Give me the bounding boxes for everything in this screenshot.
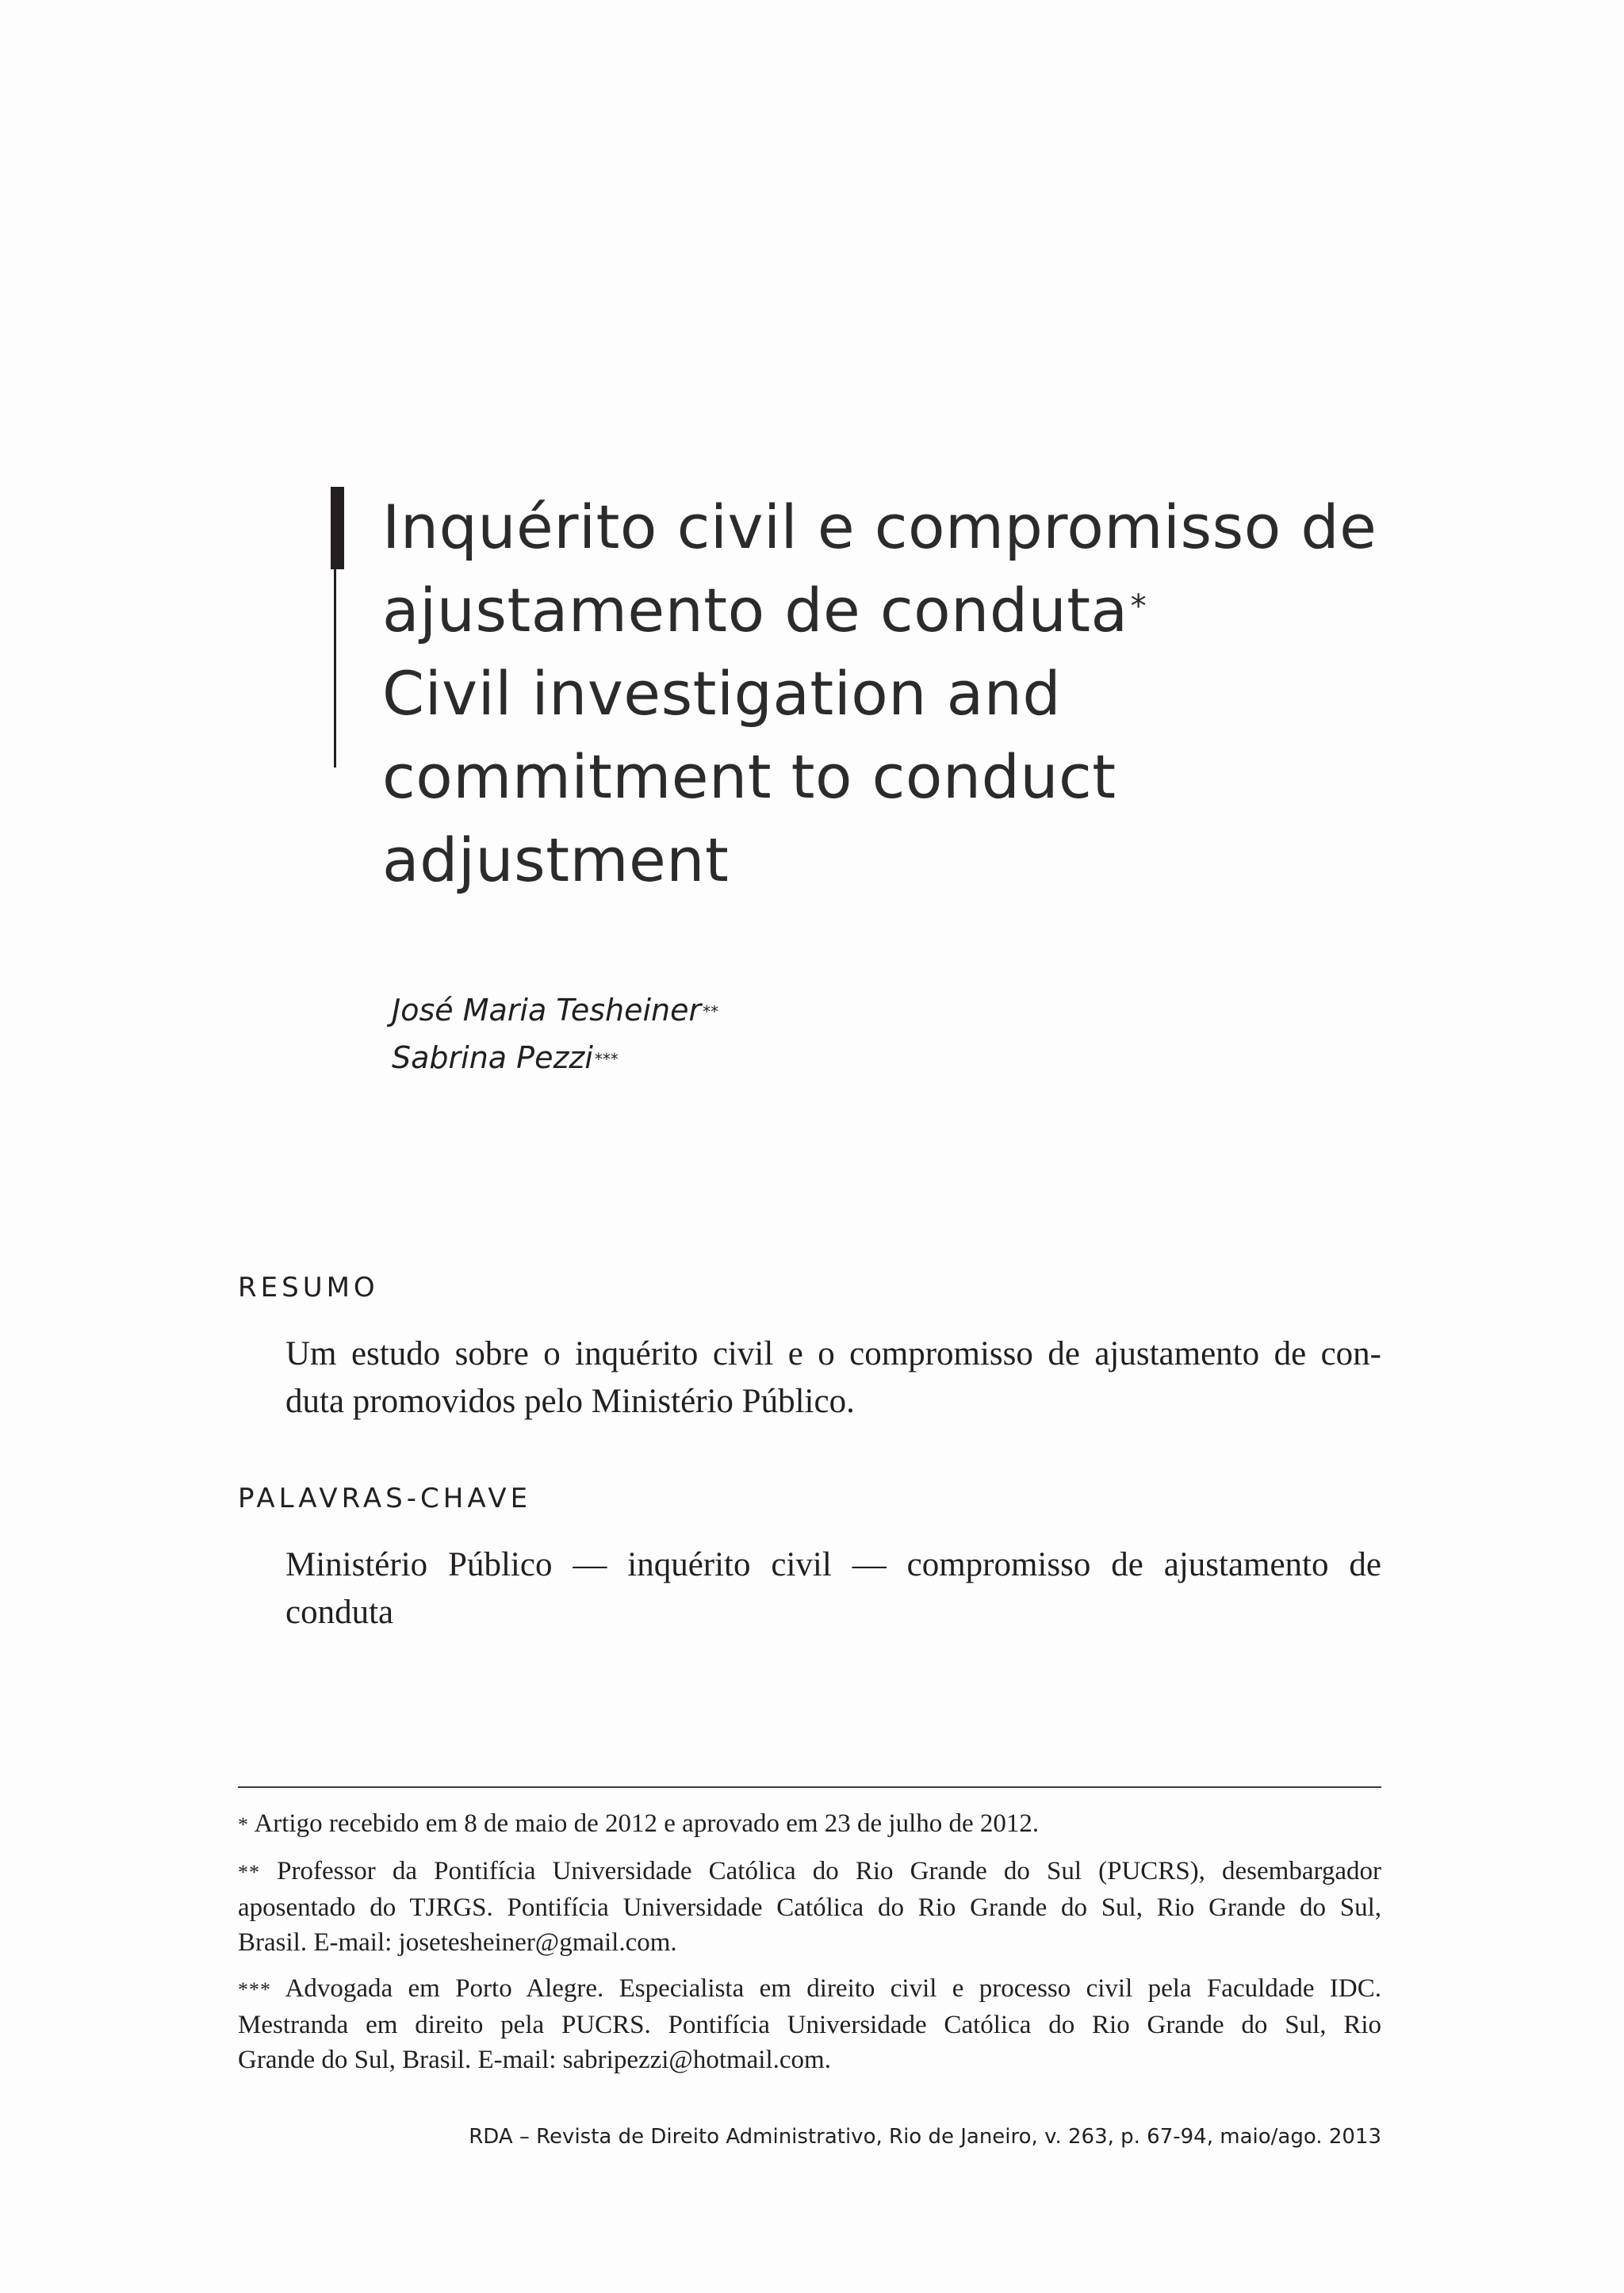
footnote-line: Mestranda em direito pela PUCRS. Pontifícia Universidade Católica do Rio Grande do Sul, Rio xyxy=(238,2011,1381,2039)
footnote-mark: * xyxy=(238,1813,249,1836)
author-2 xyxy=(392,1034,718,1081)
footnote-line: Brasil. E-mail: josetesheiner@gmail.com. xyxy=(238,1928,677,1957)
running-footer: RDA – Revista de Direito Administrativo, Rio de Janeiro, v. 263, p. 67-94, maio/ago. 2013 xyxy=(469,2125,1381,2149)
footnote-mark: *** xyxy=(238,1978,271,2001)
title-accent-bar xyxy=(331,487,344,569)
author-footnote-mark: ** xyxy=(703,1002,719,1021)
footnote-1 xyxy=(238,1806,1381,1843)
footnote-line: Grande do Sul, Brasil. E-mail: sabripezzi@hotmail.com. xyxy=(238,2046,831,2074)
keywords-line: conduta xyxy=(285,1594,394,1631)
title-footnote-mark: * xyxy=(1130,588,1147,625)
footnotes xyxy=(238,1806,1381,2088)
title-accent-rule xyxy=(334,569,336,768)
author-footnote-mark: *** xyxy=(594,1050,619,1069)
keywords-text xyxy=(285,1541,1381,1636)
abstract-text xyxy=(285,1330,1381,1426)
footnote-line xyxy=(238,1971,1381,2008)
footnote-text: Professor da Pontifícia Universidade Católica do Rio Grande do Sul (PUCRS), desembargador xyxy=(277,1857,1382,1885)
footnote-text: Artigo recebido em 8 de maio de 2012 e aprovado em 23 de julho de 2012. xyxy=(254,1809,1040,1838)
title-line-3: Civil investigation and xyxy=(382,658,1062,729)
title-line-1: Inquérito civil e compromisso de xyxy=(382,492,1377,562)
author-1 xyxy=(392,986,718,1034)
footnote-mark: ** xyxy=(238,1861,260,1884)
article-title xyxy=(382,485,1413,902)
title-line-2 xyxy=(382,568,1413,652)
author-list xyxy=(392,986,718,1081)
keywords-line: Ministério Público — inquérito civil — compromisso de ajustamento de xyxy=(285,1546,1381,1583)
footnote-divider xyxy=(238,1786,1381,1788)
abstract-heading: RESUMO xyxy=(238,1272,379,1303)
author-name: José Maria Tesheiner xyxy=(392,993,702,1028)
footnote-text: Advogada em Porto Alegre. Especialista em direito civil e processo civil pela Faculdade IDC. xyxy=(285,1974,1381,2003)
footnote-line: aposentado do TJRGS. Pontifícia Universidade Católica do Rio Grande do Sul, Rio Grande do Sul, xyxy=(238,1893,1381,1922)
footnote-line xyxy=(238,1854,1381,1890)
title-line-4: commitment to conduct xyxy=(382,741,1116,812)
footnote-line xyxy=(238,1806,1381,1843)
abstract-line: Um estudo sobre o inquérito civil e o compromisso de ajustamento de con- xyxy=(285,1335,1381,1372)
title-line-2-text: ajustamento de conduta xyxy=(382,575,1128,645)
abstract-line: duta promovidos pelo Ministério Público. xyxy=(285,1383,855,1420)
footnote-3 xyxy=(238,1971,1381,2077)
author-name: Sabrina Pezzi xyxy=(392,1040,593,1075)
footnote-2 xyxy=(238,1854,1381,1960)
title-line-5: adjustment xyxy=(382,825,730,895)
keywords-heading: PALAVRAS-CHAVE xyxy=(238,1483,532,1514)
